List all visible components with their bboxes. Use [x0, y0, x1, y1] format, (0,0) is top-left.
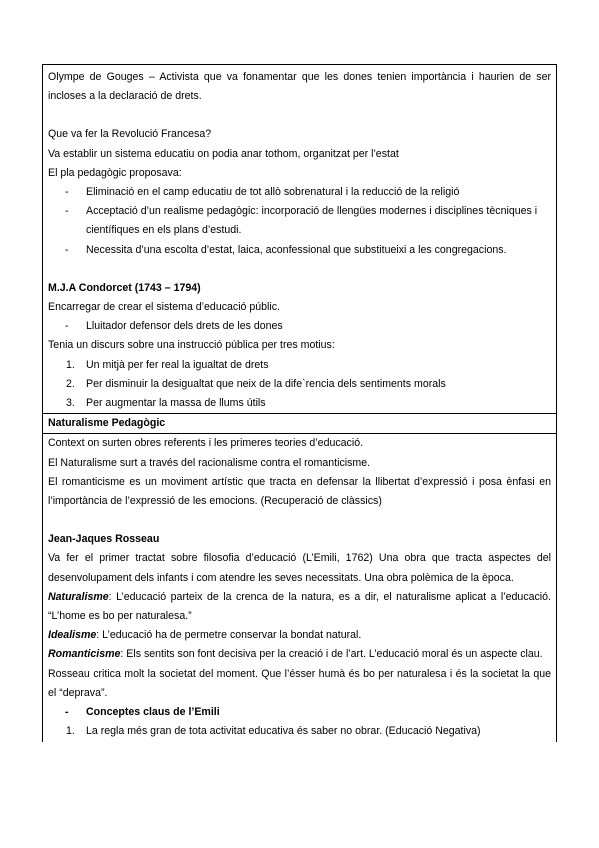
naturalisme-heading: Naturalisme Pedagògic — [48, 417, 166, 430]
romanticisme-definition — [48, 645, 551, 664]
conceptes-list — [48, 703, 551, 722]
tractat-paragraph: Va fer el primer tractat sobre filosofia d’educació (L’Emili, 1762) Una obra que tracta aspectes del desenvolupament dels infants i com atendre les seves necessitats. Una obra polèmica de la època. — [48, 552, 551, 584]
list-item: - Eliminació en el camp educatiu de tot allò sobrenatural i la reducció de la religió — [48, 183, 551, 202]
list-number: 3. — [66, 397, 75, 410]
romanticisme-paragraph: El romanticisme es un moviment artístic que tracta en defensar la llibertat d’expressió i posa ènfasi en l’importància de l’expressió de les emocions. (Recuperació de clàssics) — [48, 475, 551, 508]
idealisme-text: : L’educació ha de permetre conservar la bondat natural. — [96, 629, 362, 642]
list-item: - Necessita d’una escolta d’estat, laica, aconfessional que substitueixi a les congregacions. — [48, 241, 551, 260]
olympe-paragraph: Olympe de Gouges – Activista que va fonamentar que les dones tenien importància i haurien de ser incloses a la declaració de drets. — [48, 71, 551, 103]
critica-paragraph: Rosseau critica molt la societat del moment. Que l’ésser humà és bo per naturalesa i és la societat la que el “deprava”. — [48, 667, 551, 699]
list-number: 1. — [66, 725, 75, 738]
notes-table — [42, 64, 557, 742]
emili-list — [48, 722, 551, 741]
idealisme-definition — [48, 626, 551, 645]
naturalisme-paragraph: El Naturalisme surt a través del racionalisme contra el romanticisme. — [48, 456, 371, 469]
naturalisme-label: Naturalisme — [48, 590, 109, 603]
list-item: - Lluitador defensor dels drets de les dones — [48, 317, 551, 336]
naturalisme-definition — [48, 588, 551, 626]
revolucio-question: Que va fer la Revolució Francesa? — [48, 128, 212, 141]
condorcet-heading: M.J.A Condorcet (1743 – 1794) — [48, 281, 201, 294]
romanticisme-label: Romanticisme — [48, 648, 121, 661]
list-text: Per augmentar la massa de llums útils — [86, 397, 266, 410]
list-item: - Conceptes claus de l’Emili — [48, 703, 551, 722]
list-item — [48, 394, 551, 413]
pla-list — [48, 183, 551, 260]
list-item: - Acceptació d’un realisme pedagògic: incorporació de llengües modernes i disciplines tècniques i científiques en els plans d’estudi. — [48, 202, 551, 240]
list-text: La regla més gran de tota activitat educativa és saber no obrar. (Educació Negativa) — [86, 725, 481, 738]
pla-paragraph: El pla pedagògic proposava: — [48, 166, 182, 179]
idealisme-label: Idealisme — [48, 629, 97, 642]
list-text: Un mitjà per fer real la igualtat de drets — [86, 358, 269, 371]
sistema-paragraph: Va establir un sistema educatiu on podia anar tothom, organitzat per l’estat — [48, 147, 399, 160]
list-number: 2. — [66, 377, 75, 390]
table-cell-heading — [43, 413, 556, 433]
list-item — [48, 375, 551, 394]
encarregar-paragraph: Encarregar de crear el sistema d’educació públic. — [48, 301, 281, 314]
romanticisme-text: : Els sentits son font decisiva per la creació i de l’art. L’educació moral és un aspecte clau. — [120, 648, 543, 661]
table-cell-naturalisme — [43, 433, 556, 741]
list-text: Per disminuir la desigualtat que neix de la dife`rencia dels sentiments morals — [86, 377, 446, 390]
table-cell-revolucio — [43, 65, 556, 413]
motius-list — [48, 356, 551, 414]
list-item — [48, 356, 551, 375]
list-item — [48, 722, 551, 741]
list-number: 1. — [66, 358, 75, 371]
condorcet-list — [48, 317, 551, 336]
rosseau-heading: Jean-Jaques Rosseau — [48, 533, 160, 546]
context-paragraph: Context on surten obres referents i les primeres teories d’educació. — [48, 437, 364, 450]
discurs-paragraph: Tenia un discurs sobre una instrucció pública per tres motius: — [48, 339, 335, 352]
naturalisme-text: : L’educació parteix de la crenca de la natura, es a dir, el naturalisme aplicat a l’educació. “L’home es bo per naturalesa.” — [48, 590, 551, 623]
